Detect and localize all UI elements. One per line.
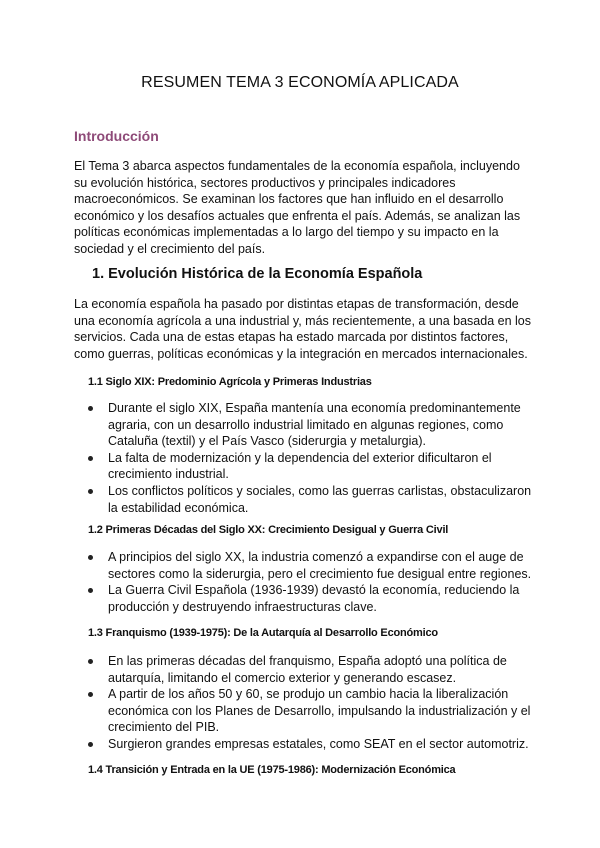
section-1-heading: 1. Evolución Histórica de la Economía Española — [92, 266, 423, 282]
document-title: RESUMEN TEMA 3 ECONOMÍA APLICADA — [141, 74, 459, 91]
list-item: En las primeras décadas del franquismo, España adoptó una política de autarquía, limitando el comercio exterior y generando escasez. — [88, 653, 538, 686]
bullet-icon — [88, 692, 93, 697]
subsection-1-3-list — [88, 653, 538, 753]
list-item: La Guerra Civil Española (1936-1939) devastó la economía, reduciendo la producción y destruyendo infraestructuras clave. — [88, 582, 538, 615]
subsection-1-2-list — [88, 549, 538, 615]
intro-paragraph: El Tema 3 abarca aspectos fundamentales de la economía española, incluyendo su evolución histórica, sectores productivos y principales indicadores macroeconómicos. Se examinan los factores que han influido en el desarrollo económico y los desafíos actuales que enfrenta el país. Además, se analizan las políticas económicas implementadas a lo largo del tiempo y su impacto en la sociedad y el crecimiento del país. — [74, 159, 521, 256]
bullet-icon — [88, 555, 93, 560]
list-item: A partir de los años 50 y 60, se produjo un cambio hacia la liberalización económica con los Planes de Desarrollo, impulsando la industrialización y el crecimiento del PIB. — [88, 686, 538, 736]
bullet-icon — [88, 659, 93, 664]
subsection-1-1-list — [88, 400, 538, 516]
intro-heading: Introducción — [74, 128, 159, 144]
list-item: La falta de modernización y la dependencia del exterior dificultaron el crecimiento industrial. — [88, 450, 538, 483]
bullet-icon — [88, 742, 93, 747]
subsection-1-3-heading: 1.3 Franquismo (1939-1975): De la Autarquía al Desarrollo Económico — [88, 627, 438, 639]
section-1-paragraph: La economía española ha pasado por distintas etapas de transformación, desde una economía agrícola a una industrial y, más recientemente, a una basada en los servicios. Cada una de estas etapas ha estado marcada por distintos factores, como guerras, políticas económicas y la integración en mercados internacionales. — [74, 297, 531, 361]
subsection-1-4-heading: 1.4 Transición y Entrada en la UE (1975-1986): Modernización Económica — [88, 764, 456, 776]
bullet-icon — [88, 456, 93, 461]
subsection-1-2-heading: 1.2 Primeras Décadas del Siglo XX: Crecimiento Desigual y Guerra Civil — [88, 524, 449, 536]
bullet-icon — [88, 406, 93, 411]
list-item: Los conflictos políticos y sociales, como las guerras carlistas, obstaculizaron la estabilidad económica. — [88, 483, 538, 516]
list-item: A principios del siglo XX, la industria comenzó a expandirse con el auge de sectores como la siderurgia, pero el crecimiento fue desigual entre regiones. — [88, 549, 538, 582]
subsection-1-1-heading: 1.1 Siglo XIX: Predominio Agrícola y Primeras Industrias — [88, 376, 372, 388]
bullet-icon — [88, 489, 93, 494]
list-item: Durante el siglo XIX, España mantenía una economía predominantemente agraria, con un desarrollo industrial limitado en algunas regiones, como Cataluña (textil) y el País Vasco (siderurgia y metalurgia). — [88, 400, 538, 450]
list-item: Surgieron grandes empresas estatales, como SEAT en el sector automotriz. — [88, 736, 538, 753]
bullet-icon — [88, 588, 93, 593]
